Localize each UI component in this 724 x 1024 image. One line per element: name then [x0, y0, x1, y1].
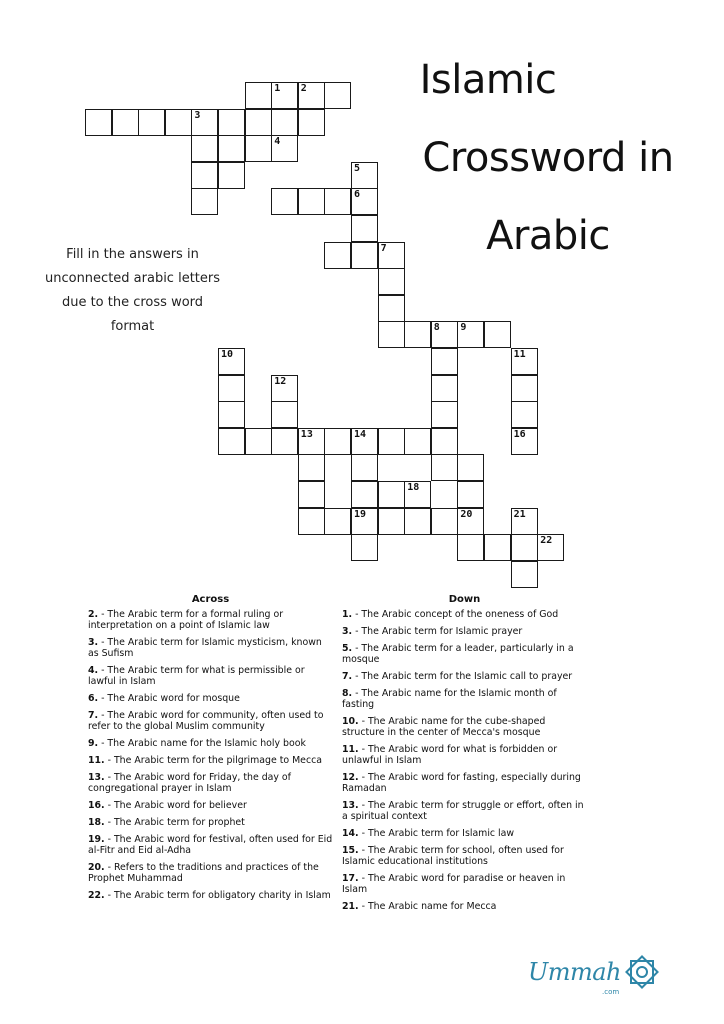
clue-number: 6. — [88, 693, 99, 704]
cell-number: 19 — [354, 508, 367, 520]
down-clue — [342, 688, 587, 710]
down-clue — [342, 772, 587, 794]
clue-number: 13. — [88, 772, 105, 783]
clue-text: - The Arabic term for a formal ruling or interpretation on a point of Islamic law — [88, 609, 284, 631]
grid-cell[interactable] — [245, 82, 272, 109]
grid-cell[interactable] — [191, 135, 218, 162]
grid-cell[interactable] — [324, 508, 351, 535]
clue-number: 11. — [88, 755, 105, 766]
clue-number: 7. — [88, 710, 99, 721]
grid-cell[interactable] — [457, 321, 484, 348]
logo-sub: .com — [602, 988, 620, 996]
clue-text: - The Arabic word for Friday, the day of congregational prayer in Islam — [88, 772, 291, 794]
clue-text: - The Arabic term for the Islamic call to prayer — [352, 671, 573, 682]
clue-number: 9. — [88, 738, 99, 749]
grid-cell[interactable] — [298, 188, 325, 215]
grid-cell[interactable] — [351, 454, 378, 481]
clue-text: - The Arabic name for the cube-shaped structure in the center of Mecca's mosque — [342, 716, 546, 738]
cell-number: 14 — [354, 428, 367, 440]
grid-cell[interactable] — [484, 321, 511, 348]
grid-cell[interactable] — [271, 428, 298, 455]
grid-cell[interactable] — [191, 188, 218, 215]
clue-number: 4. — [88, 665, 99, 676]
grid-cell[interactable] — [431, 321, 458, 348]
grid-cell[interactable] — [218, 162, 245, 189]
grid-cell[interactable] — [218, 348, 245, 375]
clue-number: 22. — [88, 890, 105, 901]
grid-cell[interactable] — [457, 508, 484, 535]
grid-cell[interactable] — [431, 375, 458, 402]
clue-text: - The Arabic term for Islamic prayer — [352, 626, 523, 637]
cell-number: 21 — [513, 508, 526, 520]
title-line-3: Arabic — [486, 213, 610, 259]
grid-cell[interactable] — [351, 428, 378, 455]
clue-number: 3. — [342, 626, 353, 637]
grid-cell[interactable] — [431, 508, 458, 535]
grid-cell[interactable] — [378, 428, 405, 455]
grid-cell[interactable] — [378, 268, 405, 295]
down-clue — [342, 800, 587, 822]
grid-cell[interactable] — [271, 135, 298, 162]
grid-cell[interactable] — [245, 428, 272, 455]
grid-cell[interactable] — [218, 109, 245, 136]
clue-text: - The Arabic word for community, often used to refer to the global Muslim community — [88, 710, 324, 732]
grid-cell[interactable] — [351, 481, 378, 508]
grid-cell[interactable] — [324, 242, 351, 269]
cell-number: 22 — [540, 535, 553, 547]
clue-number: 3. — [88, 637, 99, 648]
clue-number: 18. — [88, 817, 105, 828]
clue-text: - The Arabic word for paradise or heaven in Islam — [342, 873, 566, 895]
clue-text: - The Arabic word for mosque — [98, 693, 240, 704]
grid-cell[interactable] — [484, 534, 511, 561]
clue-text: - The Arabic term for Islamic law — [358, 828, 515, 839]
clue-text: - The Arabic term for a leader, particularly in a mosque — [342, 643, 574, 665]
down-clue — [342, 873, 587, 895]
across-clue — [88, 862, 333, 884]
down-clue — [342, 643, 587, 665]
clue-number: 20. — [88, 862, 105, 873]
across-heading: Across — [191, 594, 230, 605]
clue-text: - The Arabic name for the Islamic month of fasting — [342, 688, 557, 710]
across-clues — [88, 594, 333, 907]
across-clue — [88, 710, 333, 732]
grid-cell[interactable] — [511, 534, 538, 561]
grid-cell[interactable] — [138, 109, 165, 136]
clue-number: 2. — [88, 609, 99, 620]
clue-number: 19. — [88, 834, 105, 845]
grid-cell[interactable] — [431, 348, 458, 375]
star-pattern-icon — [622, 952, 662, 992]
grid-cell[interactable] — [511, 428, 538, 455]
cell-number: 12 — [274, 375, 287, 387]
grid-cell[interactable] — [271, 188, 298, 215]
clue-number: 8. — [342, 688, 353, 699]
down-clue — [342, 671, 587, 682]
across-clue — [88, 693, 333, 704]
grid-cell[interactable] — [378, 242, 405, 269]
grid-cell[interactable] — [457, 481, 484, 508]
grid-cell[interactable] — [271, 82, 298, 109]
cell-number: 13 — [300, 428, 313, 440]
grid-cell[interactable] — [191, 162, 218, 189]
down-clue — [342, 845, 587, 867]
grid-cell[interactable] — [298, 428, 325, 455]
grid-cell[interactable] — [112, 109, 139, 136]
grid-cell[interactable] — [165, 109, 192, 136]
grid-cell[interactable] — [431, 428, 458, 455]
cell-number: 4 — [274, 136, 281, 148]
grid-cell[interactable] — [271, 375, 298, 402]
grid-cell[interactable] — [537, 534, 564, 561]
down-clue — [342, 828, 587, 839]
grid-cell[interactable] — [404, 321, 431, 348]
grid-cell[interactable] — [218, 428, 245, 455]
cell-number: 2 — [300, 83, 307, 94]
cell-number: 1 — [274, 83, 281, 94]
across-clue — [88, 800, 333, 811]
cell-number: 8 — [433, 322, 440, 334]
title-line-1: Islamic — [419, 57, 557, 103]
grid-cell[interactable] — [404, 428, 431, 455]
cell-number: 5 — [354, 162, 361, 174]
across-clue — [88, 738, 333, 749]
grid-cell[interactable] — [404, 481, 431, 508]
clue-number: 16. — [88, 800, 105, 811]
grid-cell[interactable] — [85, 109, 112, 136]
clue-number: 17. — [342, 873, 359, 884]
grid-cell[interactable] — [351, 242, 378, 269]
grid-cell[interactable] — [324, 82, 351, 109]
grid-cell[interactable] — [298, 481, 325, 508]
clue-number: 14. — [342, 828, 359, 839]
down-clue — [342, 901, 587, 912]
down-clue — [342, 609, 587, 620]
clue-number: 15. — [342, 845, 359, 856]
title-line-2: Crossword in — [422, 135, 674, 181]
grid-cell[interactable] — [324, 188, 351, 215]
ummah-logo — [528, 952, 668, 1002]
grid-cell[interactable] — [378, 481, 405, 508]
grid-cell[interactable] — [324, 428, 351, 455]
grid-cell[interactable] — [351, 215, 378, 242]
clue-text: - Refers to the traditions and practices of the Prophet Muhammad — [88, 862, 319, 884]
grid-cell[interactable] — [511, 508, 538, 535]
grid-cell[interactable] — [431, 454, 458, 481]
across-clue — [88, 637, 333, 659]
cell-number: 16 — [513, 428, 526, 440]
clue-number: 7. — [342, 671, 353, 682]
grid-cell[interactable] — [245, 109, 272, 136]
clue-text: - The Arabic term for the pilgrimage to Mecca — [104, 755, 323, 766]
grid-cell[interactable] — [351, 188, 378, 215]
instructions-text: Fill in the answers in unconnected arabic letters due to the cross word format — [44, 247, 221, 334]
clue-text: - The Arabic word for believer — [104, 800, 247, 811]
cell-number: 11 — [513, 349, 526, 360]
grid-cell[interactable] — [457, 454, 484, 481]
cell-number: 3 — [194, 109, 201, 121]
clue-text: - The Arabic term for Islamic mysticism, known as Sufism — [88, 637, 322, 659]
grid-cell[interactable] — [431, 401, 458, 428]
grid-cell[interactable] — [298, 109, 325, 136]
logo-text: Ummah — [528, 958, 622, 986]
clue-number: 21. — [342, 901, 359, 912]
grid-cell[interactable] — [298, 82, 325, 109]
grid-cell[interactable] — [511, 561, 538, 588]
clue-number: 5. — [342, 643, 353, 654]
grid-cell[interactable] — [378, 508, 405, 535]
clue-number: 11. — [342, 744, 359, 755]
grid-cell[interactable] — [351, 534, 378, 561]
grid-cell[interactable] — [351, 162, 378, 189]
cell-number: 7 — [380, 242, 387, 254]
down-clue — [342, 626, 587, 637]
cell-number: 6 — [354, 189, 361, 201]
clue-number: 12. — [342, 772, 359, 783]
grid-cell[interactable] — [271, 109, 298, 136]
clue-text: - The Arabic term for school, often used for Islamic educational institutions — [342, 845, 564, 867]
across-clue — [88, 772, 333, 794]
cell-number: 9 — [460, 322, 467, 334]
across-clue — [88, 890, 333, 901]
across-clue — [88, 609, 333, 631]
grid-cell[interactable] — [378, 295, 405, 322]
down-clues — [342, 594, 587, 918]
clue-text: - The Arabic term for obligatory charity in Islam — [104, 890, 331, 901]
clue-text: - The Arabic term for what is permissible or lawful in Islam — [88, 665, 305, 687]
grid-cell[interactable] — [298, 508, 325, 535]
grid-cell[interactable] — [404, 508, 431, 535]
grid-cell[interactable] — [191, 109, 218, 136]
grid-cell[interactable] — [271, 401, 298, 428]
down-clue — [342, 716, 587, 738]
grid-cell[interactable] — [511, 401, 538, 428]
clue-text: - The Arabic term for struggle or effort, often in a spiritual context — [342, 800, 584, 822]
clue-text: - The Arabic name for Mecca — [358, 901, 497, 912]
clue-text: - The Arabic concept of the oneness of God — [352, 609, 559, 620]
across-clue — [88, 817, 333, 828]
clue-number: 10. — [342, 716, 359, 727]
grid-cell[interactable] — [218, 375, 245, 402]
grid-cell[interactable] — [511, 348, 538, 375]
down-heading: Down — [448, 594, 481, 605]
cell-number: 20 — [460, 508, 473, 520]
clue-text: - The Arabic word for fasting, especially during Ramadan — [342, 772, 581, 794]
cell-number: 10 — [221, 349, 234, 360]
grid-cell[interactable] — [218, 135, 245, 162]
clue-text: - The Arabic name for the Islamic holy book — [98, 738, 306, 749]
clue-number: 1. — [342, 609, 353, 620]
cell-number: 18 — [407, 482, 420, 493]
down-clue — [342, 744, 587, 766]
across-clue — [88, 834, 333, 856]
grid-cell[interactable] — [351, 508, 378, 535]
grid-cell[interactable] — [511, 375, 538, 402]
grid-cell[interactable] — [457, 534, 484, 561]
across-clue — [88, 665, 333, 687]
clue-text: - The Arabic word for festival, often used for Eid al-Fitr and Eid al-Adha — [88, 834, 333, 856]
grid-cell[interactable] — [298, 454, 325, 481]
grid-cell[interactable] — [378, 321, 405, 348]
grid-cell[interactable] — [218, 401, 245, 428]
clue-text: - The Arabic term for prophet — [104, 817, 245, 828]
clue-number: 13. — [342, 800, 359, 811]
clue-text: - The Arabic word for what is forbidden or unlawful in Islam — [342, 744, 558, 766]
grid-cell[interactable] — [245, 135, 272, 162]
across-clue — [88, 755, 333, 766]
